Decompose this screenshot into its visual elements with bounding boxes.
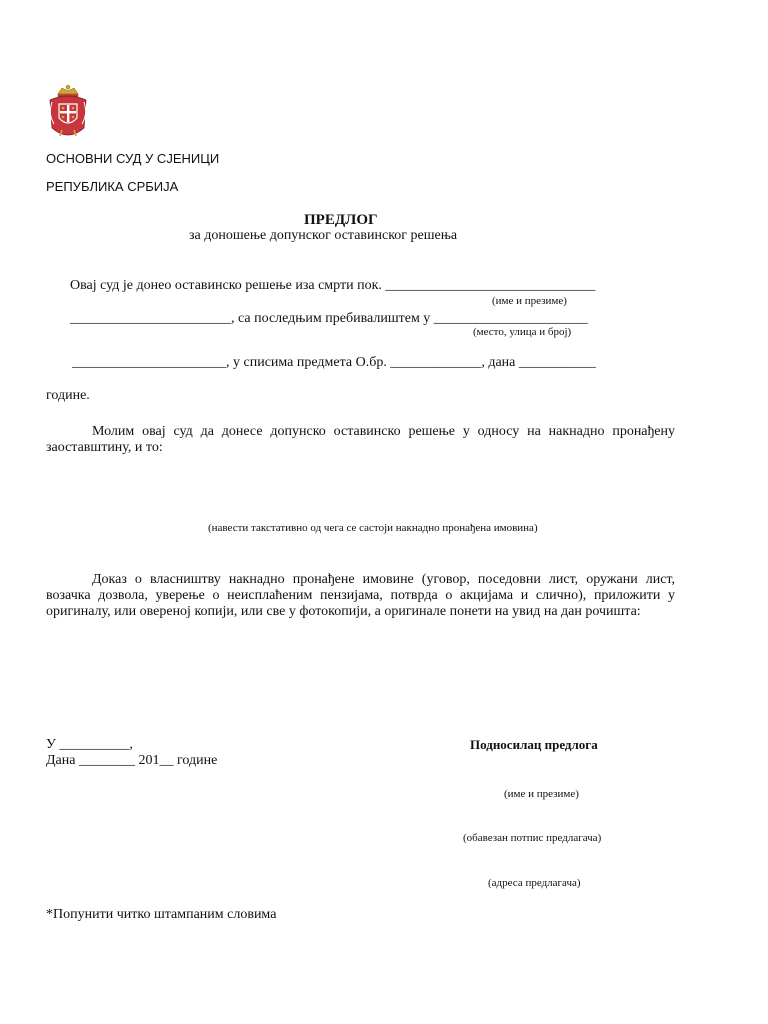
name-hint: (име и презиме)	[492, 295, 567, 307]
applicant-address-hint: (адреса предлагача)	[488, 877, 581, 889]
fill-in-note: *Попунити читко штампаним словима	[46, 907, 277, 922]
case-line: ______________________, у списима предмета О.бр. _____________, дана ___________	[72, 355, 596, 370]
court-name: ОСНОВНИ СУД У СЈЕНИЦИ	[46, 151, 220, 166]
country-name: РЕПУБЛИКА СРБИЈА	[46, 179, 179, 194]
property-hint: (навести такстативно од чега се састоји накнадно пронађена имовина)	[208, 522, 538, 534]
applicant-title: Подносилац предлога	[470, 737, 598, 752]
residence-line: _______________________, са последњим пребивалиштем у ______________________	[70, 311, 588, 326]
place-line: У __________,	[46, 737, 133, 752]
deceased-line: Овај суд је донео оставинско решење иза смрти пок. ______________________________	[70, 278, 596, 293]
document-subtitle: за доношење допунског оставинског решења	[189, 228, 458, 243]
address-hint: (место, улица и број)	[473, 326, 572, 338]
request-paragraph: Молим овај суд да донесе допунско оставинско решење у односу на накнадно пронађену заоставштину, и то:	[46, 424, 675, 455]
signature-hint: (обавезан потпис предлагача)	[463, 832, 602, 844]
coat-of-arms-icon	[46, 84, 90, 142]
date-line: Дана ________ 201__ године	[46, 753, 218, 768]
proof-paragraph: Доказ о власништву накнадно пронађене имовине (уговор, поседовни лист, оружани лист, возачка дозвола, уверење о неисплаћеним пензијама, потврда о акцијама и слично), приложити у оригиналу, или овереној копији, или све у фотокопији, а оригинале понети на увид на дан рочишта:	[46, 572, 675, 619]
year-word: године.	[46, 388, 90, 403]
document-title: ПРЕДЛОГ	[304, 212, 378, 228]
applicant-name-hint: (име и презиме)	[504, 788, 579, 800]
